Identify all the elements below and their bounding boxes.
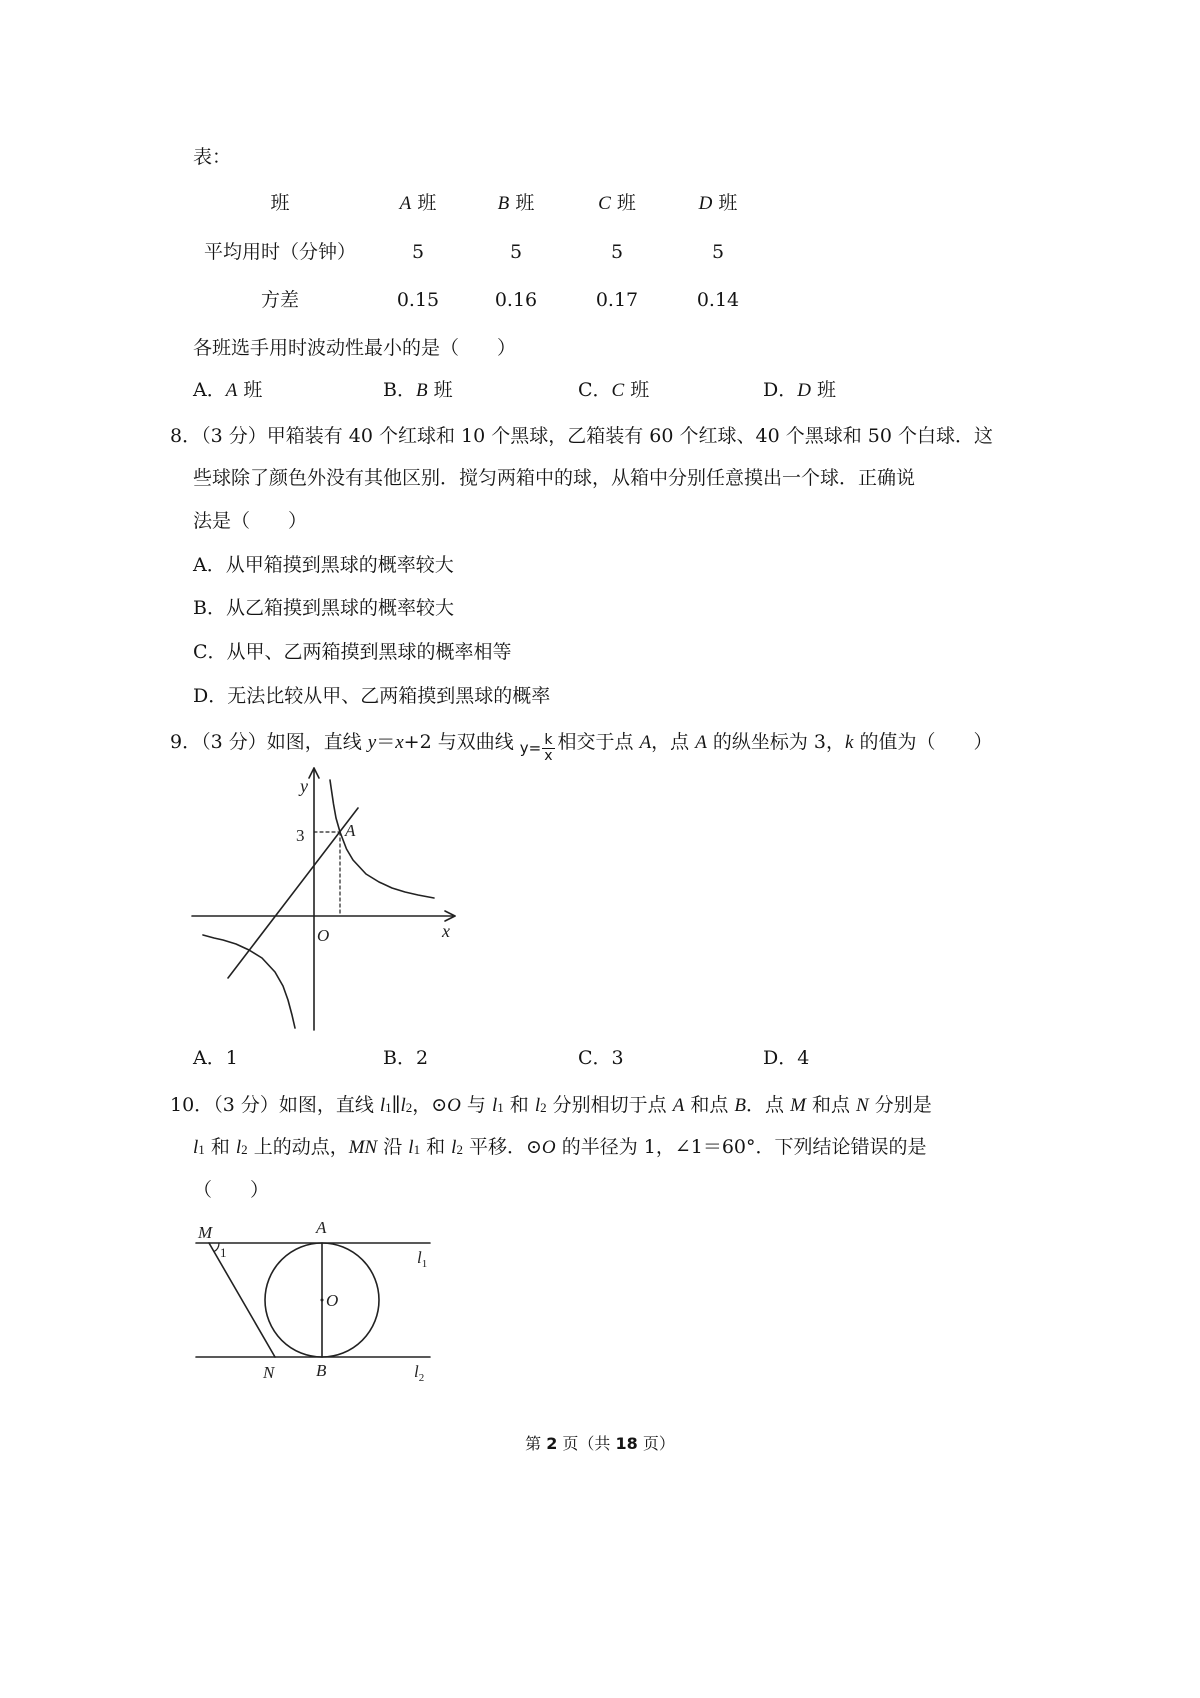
- option-key: B．: [193, 597, 226, 619]
- question-text: 甲箱装有 40 个红球和 10 个黑球，乙箱装有 60 个红球、40 个黑球和 50 个白球．这: [266, 425, 993, 447]
- option-key: D．: [763, 1047, 798, 1069]
- question-text: 如图，直线: [266, 731, 368, 753]
- question-text: 和: [204, 1136, 236, 1158]
- table-header-cell: [200, 191, 360, 215]
- angle-1-arc: [214, 1243, 219, 1252]
- point-n-label: N: [263, 1363, 275, 1382]
- point-a-label: A: [345, 821, 356, 840]
- table-header-cell: [638, 191, 798, 216]
- line-l2-subscript: 2: [418, 1372, 425, 1384]
- class-suffix: 班: [411, 192, 437, 214]
- row-label-mean-time: 平均用时（分钟）: [203, 241, 356, 263]
- option-key: C．: [578, 1047, 612, 1069]
- option-key: C．: [193, 641, 227, 663]
- footer-middle: 页（共: [557, 1434, 616, 1453]
- subscript: 1: [385, 1100, 392, 1115]
- question-7-option-d: [763, 378, 836, 403]
- question-9-option-a: [193, 1046, 238, 1070]
- question-text: ，⊙: [412, 1094, 448, 1116]
- y-tick-label: 3: [296, 826, 305, 845]
- question-9-option-d: [763, 1046, 809, 1070]
- question-text: 的值为（ ）: [853, 731, 993, 753]
- cell-value: 5: [509, 241, 523, 263]
- math-variable: M: [790, 1095, 806, 1116]
- question-7-option-a: [193, 378, 262, 403]
- question-number: 8．: [170, 425, 202, 447]
- line-l2-label: [414, 1362, 424, 1384]
- line-l1-subscript: 1: [421, 1258, 428, 1270]
- table-cell: [638, 240, 798, 264]
- class-letter: B: [497, 193, 510, 214]
- line-symbol: l: [534, 1095, 541, 1116]
- page-footer: [0, 1432, 1200, 1456]
- q10-figure: [190, 1212, 440, 1392]
- table-intro: [193, 145, 231, 169]
- point-m-label: M: [198, 1223, 213, 1242]
- line-l2-letter: l: [414, 1362, 419, 1381]
- table-cell: [638, 288, 798, 312]
- question-text: 与: [460, 1094, 492, 1116]
- subscript: 2: [405, 1100, 413, 1115]
- option-text: 3: [611, 1047, 624, 1069]
- question-text: 平移．⊙: [462, 1136, 542, 1158]
- line-symbol: l: [408, 1137, 414, 1158]
- line-symbol: l: [193, 1137, 199, 1158]
- question-10-line-3: [193, 1178, 269, 1202]
- question-number: 9．: [170, 731, 202, 753]
- x-axis-label: x: [442, 921, 450, 941]
- line-symbol: l: [379, 1095, 386, 1116]
- option-key: A．: [193, 1047, 226, 1069]
- question-7-option-c: [578, 378, 649, 403]
- answer-blank: （ ）: [193, 1179, 270, 1201]
- option-key: B．: [383, 379, 416, 401]
- q9-figure-lines: [192, 768, 455, 1030]
- q9-figure: [180, 755, 470, 1040]
- question-text: 法是（ ）: [193, 510, 308, 532]
- subscript: 2: [456, 1142, 463, 1157]
- option-text: 4: [797, 1047, 810, 1069]
- table-row-label: [200, 288, 360, 312]
- option-letter: A: [225, 380, 238, 401]
- class-letter: A: [399, 193, 412, 214]
- option-key: D．: [763, 379, 798, 401]
- option-letter: B: [415, 380, 428, 401]
- question-8-option-c: [193, 640, 512, 664]
- footer-total-pages: 18: [615, 1434, 638, 1453]
- question-text: +2 与双曲线: [403, 731, 520, 753]
- question-score: （3 分）: [201, 425, 267, 447]
- line-l1-label: [417, 1248, 427, 1270]
- subscript: 2: [540, 1100, 547, 1115]
- option-letter: C: [611, 380, 625, 401]
- question-10-line-2: [193, 1135, 927, 1162]
- cell-value: 0.17: [595, 289, 639, 311]
- cell-value: 0.16: [494, 289, 538, 311]
- question-text: 和: [420, 1136, 452, 1158]
- option-suffix: 班: [624, 379, 650, 401]
- line-symbol: l: [451, 1137, 457, 1158]
- cell-value: 5: [411, 241, 425, 263]
- question-text: 分别是: [868, 1094, 932, 1116]
- class-suffix: 班: [610, 192, 636, 214]
- option-text: 从甲箱摸到黑球的概率较大: [225, 554, 454, 576]
- question-text: 相交于点: [557, 731, 640, 753]
- question-8-line-2: [193, 466, 915, 490]
- question-text: 分别相切于点: [546, 1094, 673, 1116]
- question-score: （3 分）: [213, 1094, 279, 1116]
- option-text: 从乙箱摸到黑球的概率较大: [225, 597, 454, 619]
- point-b-label: B: [316, 1361, 327, 1380]
- question-score: （3 分）: [201, 731, 267, 753]
- question-9-option-b: [383, 1046, 428, 1070]
- line-symbol: l: [491, 1095, 498, 1116]
- line-symbol: l: [400, 1095, 406, 1116]
- cell-value: 5: [610, 241, 624, 263]
- q10-figure-lines: [196, 1243, 430, 1357]
- option-suffix: 班: [237, 379, 263, 401]
- center-o-label: O: [326, 1291, 339, 1310]
- fraction-numerator: k: [544, 731, 553, 748]
- question-8-option-d: [193, 684, 550, 708]
- question-text: 和点: [684, 1094, 735, 1116]
- math-variable: O: [541, 1137, 556, 1158]
- question-text: 和点: [805, 1094, 856, 1116]
- option-text: 无法比较从甲、乙两箱摸到黑球的概率: [227, 685, 551, 707]
- point-a-label: A: [316, 1218, 327, 1237]
- question-10-line-1: [170, 1093, 932, 1120]
- subscript: 1: [497, 1100, 504, 1115]
- question-text: ．点: [746, 1094, 791, 1116]
- option-suffix: 班: [810, 379, 837, 401]
- subscript: 1: [198, 1142, 205, 1157]
- table-intro-text: 表：: [193, 146, 232, 168]
- question-9-option-c: [578, 1046, 624, 1070]
- math-variable: y: [367, 732, 377, 753]
- option-suffix: 班: [427, 379, 453, 401]
- hyperbola-branch-lower: [203, 935, 295, 1028]
- question-text: 和: [503, 1094, 535, 1116]
- option-key: D．: [193, 685, 228, 707]
- question-8-line-3: [193, 509, 307, 533]
- fraction-denominator: x: [544, 747, 553, 764]
- question-7-option-b: [383, 378, 453, 403]
- class-suffix: 班: [509, 192, 535, 214]
- class-letter: C: [598, 193, 611, 214]
- cell-value: 0.14: [696, 289, 740, 311]
- math-variable: k: [845, 732, 854, 753]
- question-8-option-b: [193, 596, 454, 620]
- footer-suffix: 页）: [637, 1434, 675, 1453]
- fraction-k-over-x: [542, 733, 554, 764]
- center-point: [321, 1299, 324, 1302]
- option-key: A．: [193, 379, 226, 401]
- class-letter: D: [698, 193, 713, 214]
- question-8-line-1: [170, 424, 993, 448]
- math-symbol: ＝: [376, 731, 396, 753]
- y-axis-label: y: [300, 776, 308, 796]
- question-text: 如图，直线: [278, 1094, 380, 1116]
- math-variable: B: [734, 1095, 747, 1116]
- math-variable: O: [447, 1095, 461, 1116]
- footer-page-number: 2: [546, 1434, 558, 1453]
- math-variable: A: [639, 732, 652, 753]
- cell-value: 0.15: [396, 289, 440, 311]
- line-l1-letter: l: [417, 1248, 422, 1267]
- math-variable: A: [695, 732, 707, 753]
- subscript: 1: [413, 1142, 421, 1157]
- question-text: 的纵坐标为 3，: [706, 731, 845, 753]
- question-text: 的半径为 1，∠1＝60°．下列结论错误的是: [555, 1136, 927, 1158]
- question-number: 10．: [170, 1094, 214, 1116]
- table-row-label: [200, 240, 360, 264]
- option-key: B．: [383, 1047, 416, 1069]
- origin-label: O: [317, 926, 330, 945]
- math-variable: x: [395, 732, 404, 753]
- parallel-symbol: ∥: [391, 1094, 401, 1116]
- question-text: 上的动点，: [247, 1136, 349, 1158]
- line-symbol: l: [235, 1137, 242, 1158]
- question-8-option-a: [193, 553, 454, 577]
- option-key: A．: [193, 554, 226, 576]
- option-text: 2: [415, 1047, 429, 1069]
- question-7-stem: [193, 336, 516, 360]
- question-text: 沿: [377, 1136, 409, 1158]
- angle-1-label: 1: [220, 1245, 227, 1260]
- option-text: 1: [225, 1047, 238, 1069]
- subscript: 2: [241, 1142, 248, 1157]
- option-text: 从甲、乙两箱摸到黑球的概率相等: [226, 641, 512, 663]
- question-text: 些球除了颜色外没有其他区别．搅匀两箱中的球，从箱中分别任意摸出一个球．正确说: [193, 467, 916, 489]
- class-suffix: 班: [712, 192, 738, 214]
- math-variable: N: [856, 1095, 869, 1116]
- math-variable: MN: [348, 1137, 378, 1158]
- question-text: ，点: [651, 731, 696, 753]
- option-letter: D: [797, 380, 811, 401]
- footer-prefix: 第: [525, 1434, 547, 1453]
- straight-line-graph: [228, 808, 358, 978]
- option-key: C．: [578, 379, 612, 401]
- math-variable: A: [672, 1095, 685, 1116]
- question-text: 各班选手用时波动性最小的是（ ）: [193, 337, 517, 359]
- table-corner-label: 班: [270, 192, 290, 214]
- cell-value: 5: [711, 241, 725, 263]
- row-label-variance: 方差: [260, 289, 299, 311]
- formula-prefix: y=: [519, 739, 542, 757]
